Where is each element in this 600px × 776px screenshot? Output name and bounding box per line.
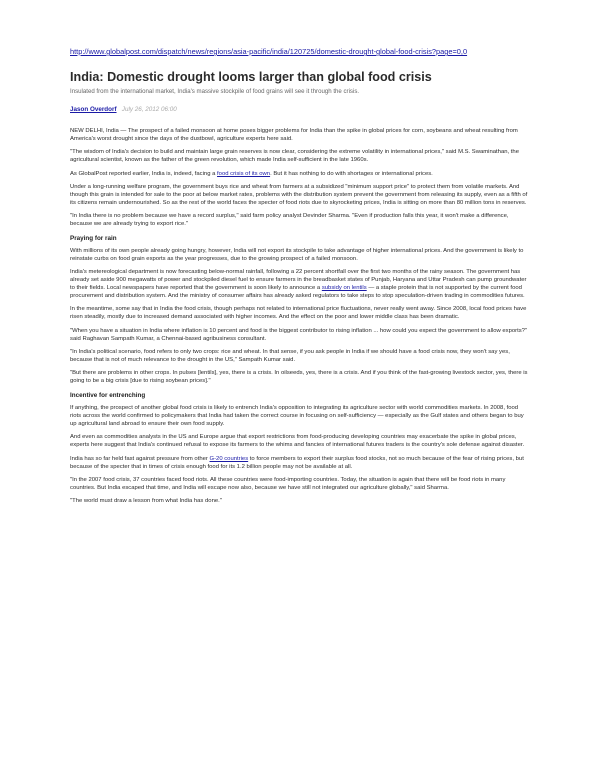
section-heading: Praying for rain [70,234,117,242]
article-body [70,128,530,512]
paragraph: "In India there is no problem because we have a record surplus," said farm policy analyst Devinder Sharma. "Even if production falls this year, it won't make a difference, because we are already trying to export rice." [70,213,509,228]
lentils-subsidy-link[interactable]: subsidy on lentils [321,285,367,292]
byline-spacer [118,106,120,113]
byline [70,106,177,113]
food-crisis-link[interactable]: food crisis of its own [217,170,271,177]
paragraph: "In India's political scenario, food refers to only two crops: rice and wheat. In that sense, if you ask people in India if we should have a food crisis now, they won't say yes, because that is not of much relevance to the drought in the US," Sampath Kumar said. [70,349,510,363]
section-heading: Incentive for entrenching [70,391,146,399]
paragraph: "But there are problems in other crops. In pulses [lentils], yes, there is a crisis. In oilseeds, yes, there is a crisis. And if you think of the fast-growing livestock sector, yes, there is going to be a big crisis [due to rising soybean prices]." [70,370,528,385]
paragraph-text: As GlobalPost reported earlier, India is, indeed, facing a [70,170,218,177]
paragraph: NEW DELHI, India — The prospect of a failed monsoon at home poses bigger problems for India than the spike in global prices for corn, soybeans and wheat resulting from America's worst drought since the days of the dustbowl, agriculture experts here said. [70,128,518,142]
paragraph: "The world must draw a lesson from what India has done." [70,498,222,505]
paragraph: With millions of its own people already going hungry, however, India will not export its stockpile to take advantage of higher international prices. And the government is likely to reinstate curbs on food grain exports as the year progresses, due to the growing prospect of a failed monsoon. [70,248,524,262]
g20-countries-link[interactable]: G-20 countries [209,455,249,462]
paragraph: And even as commodities analysts in the US and Europe argue that export restrictions from food-producing developing countries may exacerbate the spike in global prices, experts here suggest that India's continued refusal to expose its farmers to the whims and fancies of international futures traders is the country's sole defense against disaster. [70,434,525,449]
paragraph: "When you have a situation in India where inflation is 10 percent and food is the biggest contributor to rising inflation ... how could you expect the government to allow exports?" said Raghavan Sampath Kumar, a Chennai-based agribusiness consultant. [70,327,528,342]
author-link[interactable]: Jason Overdorf [70,106,117,113]
paragraph-text: . But it has nothing to do with shortages or international prices. [270,170,433,177]
paragraph: "In the 2007 food crisis, 37 countries faced food riots. All these countries were food-importing countries. Today, the situation is again that there will be food riots in many countries. But India escaped that time, and India will escape now also, because we have still not integrated our agriculture globally," said Sharma. [70,476,506,491]
paragraph: If anything, the prospect of another global food crisis is likely to entrench India's opposition to integrating its agriculture sector with world commodities markets. In 2008, food riots across the world confirmed to policymakers that India had taken the correct course in focusing on self-sufficiency — especially as the Gulf states and others began to buy up agricultural land abroad to ensure their own food supply. [70,405,524,427]
paragraph: Under a long-running welfare program, the government buys rice and wheat from farmers at a subsidized "minimum support price" to protect them from volatile markets. And though this grain is intended for sale to the poor at below market rates, problems with the distribution system prevent the government from releasing its supply, even as a fifth of its citizens remain undernourished. So as the rest of the world faces the specter of food riots due to skyrocketing prices, India is sitting on more than 80 million tons in reserves. [70,184,528,206]
paragraph: In the meantime, some say that in India the food crisis, though perhaps not related to international price fluctuations, never really went away. Since 2008, local food prices have risen steadily, mostly due to increased demand associated with higher incomes. And the effect on the poor and lower middle class has been dramatic. [70,306,527,321]
publish-date: July 26, 2012 06:00 [121,106,177,113]
paragraph-text: India's metereological department is now forecasting below-normal rainfall, following a 22 percent shortfall over the first two months of the rainy season. The government has already set aside 900 megawatts of power and stockpiled diesel fuel to ensure farmers in the breadbasket states of Punjab, Haryana and Uttar Pradesh can pump groundwater to their fields. Local newspapers have reported that the government is soon likely to announce a [70,269,527,292]
source-url-link[interactable]: http://www.globalpost.com/dispatch/news/regions/asia-pacific/india/120725/domestic-drought-global-food-crisis?page=0,0 [70,47,468,56]
paragraph-text: India has so far held fast against pressure from other [70,455,210,462]
article-subtitle: Insulated from the international market, India's massive stockpile of food grains will see it through the crisis. [70,88,360,95]
paragraph [70,269,530,301]
paragraph: "The wisdom of India's decision to build and maintain large grain reserves is now clear, considering the extreme volatility in international prices," said M.S. Swaminathan, the agricultural scientist, known as the father of the green revolution, which made India self-sufficient in the late 1960s. [70,149,519,164]
paragraph [70,456,530,472]
paragraph-text: to force members to export their surplus food stocks, not so much because of the fear of rising prices, but because of the specter that in times of crisis enough food for its 1.2 billion people may not be available at all. [70,455,524,470]
article-title: India: Domestic drought looms larger than global food crisis [70,70,432,84]
paragraph-text: — a staple protein that is not supported by the current food procurement and distribution system. And the ministry of consumer affairs has already asked regulators to take steps to stop speculation-driven trading in commodities futures. [70,285,525,300]
paragraph [70,171,530,179]
